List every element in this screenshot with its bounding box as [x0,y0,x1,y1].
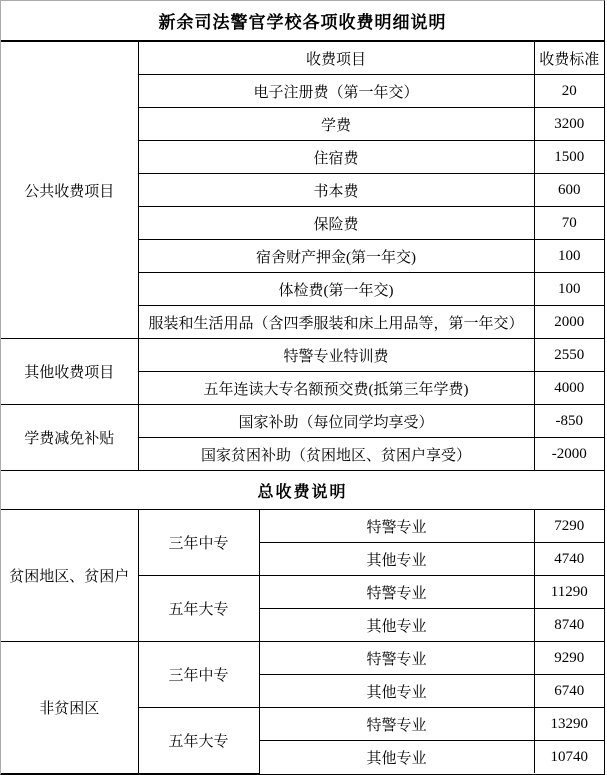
total-value-cell: 8740 [534,609,604,642]
fee-item-cell: 国家贫困补助（贫困地区、贫困户享受） [138,438,534,471]
fee-item-cell: 学费 [138,108,534,141]
group-label-tuition-subsidy: 学费减免补贴 [1,405,138,471]
fee-value-cell: 20 [534,75,604,108]
fee-value-cell: 100 [534,240,604,273]
major-cell: 特警专业 [259,708,534,741]
total-value-cell: 10740 [534,741,604,774]
program-label-cell: 三年中专 [138,510,259,576]
fee-value-cell: 3200 [534,108,604,141]
program-label-cell: 三年中专 [138,642,259,708]
major-cell: 其他专业 [259,675,534,708]
fee-item-cell: 宿舍财产押金(第一年交) [138,240,534,273]
fee-item-cell: 服装和生活用品（含四季服装和床上用品等，第一年交） [138,306,534,339]
region-label-poor-area: 贫困地区、贫困户 [1,510,138,642]
total-value-cell: 13290 [534,708,604,741]
total-value-cell: 4740 [534,543,604,576]
fee-value-cell: 600 [534,174,604,207]
major-cell: 其他专业 [259,741,534,774]
total-value-cell: 6740 [534,675,604,708]
group-label-public-fees: 公共收费项目 [1,42,138,339]
fee-detail-table [1,42,604,471]
region-label-non-poor-area: 非贫困区 [1,642,138,774]
group-label-other-fees: 其他收费项目 [1,339,138,405]
table-row [1,339,604,372]
major-cell: 特警专业 [259,642,534,675]
table-row [1,510,604,543]
page-title: 新余司法警官学校各项收费明细说明 [1,1,604,42]
fee-item-cell: 电子注册费（第一年交） [138,75,534,108]
fee-item-cell: 住宿费 [138,141,534,174]
column-header-fee-standard: 收费标准 [534,42,604,75]
fee-item-cell: 体检费(第一年交) [138,273,534,306]
fee-item-cell: 五年连读大专名额预交费(抵第三年学费) [138,372,534,405]
fee-item-cell: 特警专业特训费 [138,339,534,372]
total-fee-table [1,509,604,774]
fee-value-cell: 70 [534,207,604,240]
fee-value-cell: -850 [534,405,604,438]
table-row [1,42,604,75]
column-header-fee-item: 收费项目 [138,42,534,75]
summary-section-title: 总收费说明 [257,483,348,501]
fee-value-cell: 2000 [534,306,604,339]
fee-item-cell: 国家补助（每位同学均享受） [138,405,534,438]
fee-value-cell: 1500 [534,141,604,174]
fee-value-cell: 4000 [534,372,604,405]
fee-value-cell: 100 [534,273,604,306]
major-cell: 其他专业 [259,543,534,576]
major-cell: 其他专业 [259,609,534,642]
total-value-cell: 11290 [534,576,604,609]
major-cell: 特警专业 [259,576,534,609]
fee-value-cell: 2550 [534,339,604,372]
program-label-cell: 五年大专 [138,708,259,774]
table-row [1,405,604,438]
table-row [1,642,604,675]
total-value-cell: 7290 [534,510,604,543]
fee-value-cell: -2000 [534,438,604,471]
fee-item-cell: 保险费 [138,207,534,240]
program-label-cell: 五年大专 [138,576,259,642]
major-cell: 特警专业 [259,510,534,543]
total-value-cell: 9290 [534,642,604,675]
fee-item-cell: 书本费 [138,174,534,207]
